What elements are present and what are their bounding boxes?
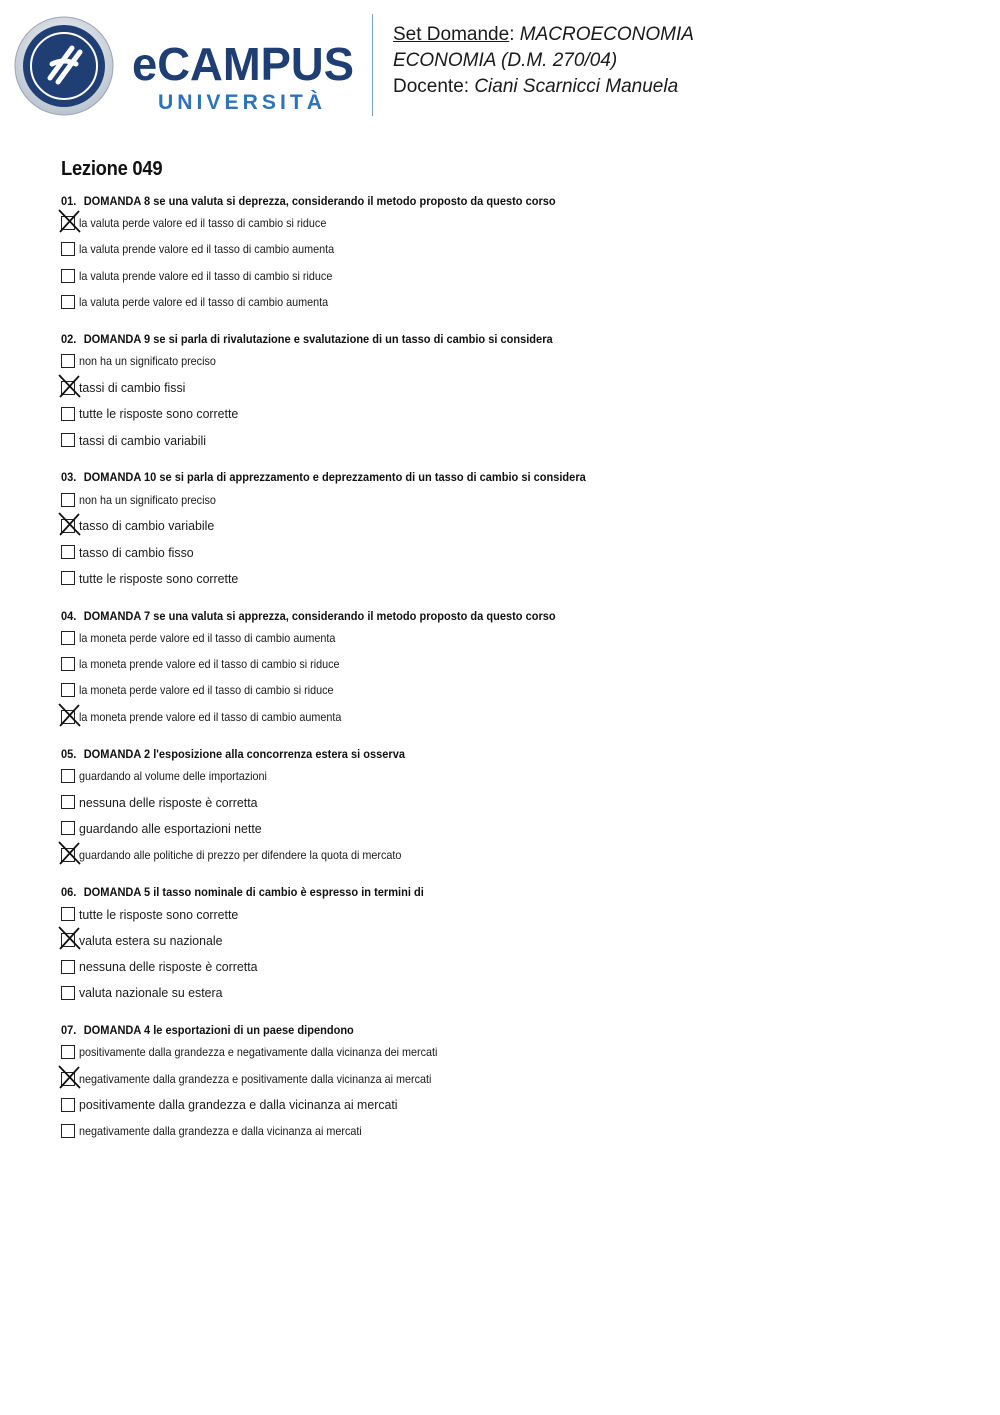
- answer-text: la valuta perde valore ed il tasso di cambio aumenta: [79, 295, 329, 310]
- question-block: [61, 745, 961, 868]
- checkbox: [61, 354, 75, 368]
- question-text: DOMANDA 2 l'esposizione alla concorrenza estera si osserva: [83, 746, 405, 761]
- logo-subtext: UNIVERSITÀ: [158, 91, 326, 114]
- checkbox-marked: [61, 848, 75, 862]
- answer-text: tassi di cambio fissi: [79, 380, 186, 396]
- answer-text: tassi di cambio variabili: [79, 432, 206, 448]
- checkbox: [61, 242, 75, 256]
- answer-text: la moneta perde valore ed il tasso di cambio si riduce: [79, 683, 334, 698]
- checkbox: [61, 571, 75, 585]
- question-spacer: [61, 453, 961, 468]
- answer-text: guardando alle esportazioni nette: [79, 820, 262, 836]
- answer-option: [61, 980, 961, 1006]
- answer-option: [61, 901, 961, 927]
- question-spacer: [61, 592, 961, 607]
- answer-text: tutte le risposte sono corrette: [79, 570, 239, 586]
- question-title: [61, 192, 889, 210]
- question-spacer: [61, 868, 961, 883]
- question-number: 06.: [61, 884, 77, 899]
- answer-text: tasso di cambio variabile: [79, 518, 215, 534]
- answer-text: la moneta prende valore ed il tasso di cambio si riduce: [79, 657, 340, 671]
- answer-option: [61, 927, 961, 953]
- answer-option: [61, 625, 961, 651]
- checkbox: [61, 1045, 75, 1059]
- checkbox: [61, 1124, 75, 1138]
- answer-option: [61, 263, 961, 289]
- answer-option: [61, 763, 961, 789]
- question-block: [61, 468, 961, 591]
- question-text: DOMANDA 10 se si parla di apprezzamento e deprezzamento di un tasso di cambio si considera: [83, 470, 586, 485]
- answer-option: [61, 236, 961, 262]
- answer-text: non ha un significato preciso: [79, 354, 216, 369]
- checkbox: [61, 960, 75, 974]
- checkbox: [61, 269, 75, 283]
- answer-option: [61, 486, 961, 512]
- answer-option: [61, 565, 961, 591]
- teacher-label: Docente:: [393, 76, 470, 97]
- question-number: 01.: [61, 194, 77, 208]
- checkbox: [61, 295, 75, 309]
- question-list: [61, 192, 961, 1144]
- course-info: Set Domande: MACROECONOMIA ECONOMIA (D.M. 270/04) Docente: Ciani Scarnicci Manuela: [393, 24, 694, 97]
- answer-option: [61, 1039, 961, 1065]
- answer-text: valuta nazionale su estera: [79, 985, 223, 1001]
- question-block: [61, 192, 961, 315]
- answer-text: guardando al volume delle importazioni: [79, 768, 267, 783]
- answer-option: [61, 401, 961, 427]
- answer-option: [61, 842, 961, 868]
- question-title: [61, 883, 889, 901]
- question-text: DOMANDA 8 se una valuta si deprezza, considerando il metodo proposto da questo corso: [83, 194, 556, 208]
- answer-text: la valuta prende valore ed il tasso di cambio aumenta: [79, 242, 335, 257]
- set-value: MACROECONOMIA: [519, 24, 694, 45]
- question-title: [61, 1021, 889, 1039]
- checkbox: [61, 433, 75, 447]
- question-spacer: [61, 1006, 961, 1021]
- answer-text: non ha un significato preciso: [79, 492, 216, 507]
- checkbox: [61, 545, 75, 559]
- question-text: DOMANDA 7 se una valuta si apprezza, considerando il metodo proposto da questo corso: [83, 608, 556, 623]
- answer-text: tasso di cambio fisso: [79, 544, 194, 560]
- answer-text: la moneta prende valore ed il tasso di cambio aumenta: [79, 709, 342, 724]
- answer-option: [61, 789, 961, 815]
- answer-option: [61, 1065, 961, 1091]
- question-title: [61, 468, 889, 486]
- answer-text: la moneta perde valore ed il tasso di cambio aumenta: [79, 630, 336, 645]
- answer-text: la valuta perde valore ed il tasso di cambio si riduce: [79, 216, 327, 231]
- answer-text: tutte le risposte sono corrette: [79, 906, 239, 922]
- answer-text: negativamente dalla grandezza e dalla vicinanza ai mercati: [79, 1124, 362, 1139]
- question-text: DOMANDA 4 le esportazioni di un paese dipendono: [83, 1023, 354, 1038]
- question-block: [61, 607, 961, 730]
- checkbox: [61, 795, 75, 809]
- answer-text: nessuna delle risposte è corretta: [79, 959, 258, 975]
- checkbox: [61, 769, 75, 783]
- set-label: Set Domande: [393, 24, 510, 45]
- answer-option: [61, 651, 961, 677]
- checkbox: [61, 657, 75, 671]
- question-number: 02.: [61, 332, 77, 347]
- question-text: DOMANDA 5 il tasso nominale di cambio è espresso in termini di: [83, 884, 424, 899]
- checkbox: [61, 1098, 75, 1112]
- question-block: [61, 330, 961, 453]
- question-block: [61, 1021, 961, 1144]
- checkbox: [61, 631, 75, 645]
- header-divider: [372, 14, 373, 116]
- answer-text: positivamente dalla grandezza e negativamente dalla vicinanza dei mercati: [79, 1045, 438, 1060]
- answer-text: la valuta prende valore ed il tasso di cambio si riduce: [79, 268, 333, 283]
- answer-text: valuta estera su nazionale: [79, 932, 223, 948]
- answer-option: [61, 703, 961, 729]
- question-title: [61, 745, 889, 763]
- question-number: 07.: [61, 1023, 77, 1038]
- answer-option: [61, 954, 961, 980]
- question-number: 05.: [61, 746, 77, 761]
- checkbox-marked: [61, 710, 75, 724]
- answer-text: negativamente dalla grandezza e positivamente dalla vicinanza ai mercati: [79, 1071, 432, 1086]
- answer-option: [61, 289, 961, 315]
- question-title: [61, 607, 889, 625]
- checkbox: [61, 407, 75, 421]
- teacher-name: Ciani Scarnicci Manuela: [474, 76, 679, 97]
- question-number: 04.: [61, 608, 77, 623]
- answer-option: [61, 1118, 961, 1144]
- logo-text: eCAMPUS: [132, 38, 354, 90]
- question-text: DOMANDA 9 se si parla di rivalutazione e svalutazione di un tasso di cambio si considera: [83, 332, 553, 347]
- question-block: [61, 883, 961, 1006]
- set-value-line2: ECONOMIA (D.M. 270/04): [393, 50, 618, 71]
- checkbox-marked: [61, 933, 75, 947]
- checkbox-marked: [61, 381, 75, 395]
- answer-option: [61, 677, 961, 703]
- answer-option: [61, 427, 961, 453]
- answer-option: [61, 374, 961, 400]
- lesson-title: Lezione 049: [61, 158, 163, 180]
- answer-text: positivamente dalla grandezza e dalla vicinanza ai mercati: [79, 1097, 398, 1113]
- answer-text: tutte le risposte sono corrette: [79, 406, 239, 422]
- answer-text: nessuna delle risposte è corretta: [79, 794, 258, 810]
- answer-option: [61, 348, 961, 374]
- checkbox-marked: [61, 216, 75, 230]
- answer-option: [61, 1092, 961, 1118]
- checkbox: [61, 907, 75, 921]
- answer-text: guardando alle politiche di prezzo per difendere la quota di mercato: [79, 847, 402, 862]
- ecampus-logo: [14, 14, 359, 118]
- question-spacer: [61, 315, 961, 330]
- question-number: 03.: [61, 470, 77, 485]
- answer-option: [61, 539, 961, 565]
- checkbox-marked: [61, 519, 75, 533]
- checkbox: [61, 493, 75, 507]
- question-title: [61, 330, 889, 348]
- checkbox: [61, 821, 75, 835]
- checkbox: [61, 986, 75, 1000]
- answer-option: [61, 513, 961, 539]
- answer-option: [61, 815, 961, 841]
- checkbox-marked: [61, 1072, 75, 1086]
- checkbox: [61, 683, 75, 697]
- question-spacer: [61, 730, 961, 745]
- page-header: [0, 0, 1000, 130]
- answer-option: [61, 210, 961, 236]
